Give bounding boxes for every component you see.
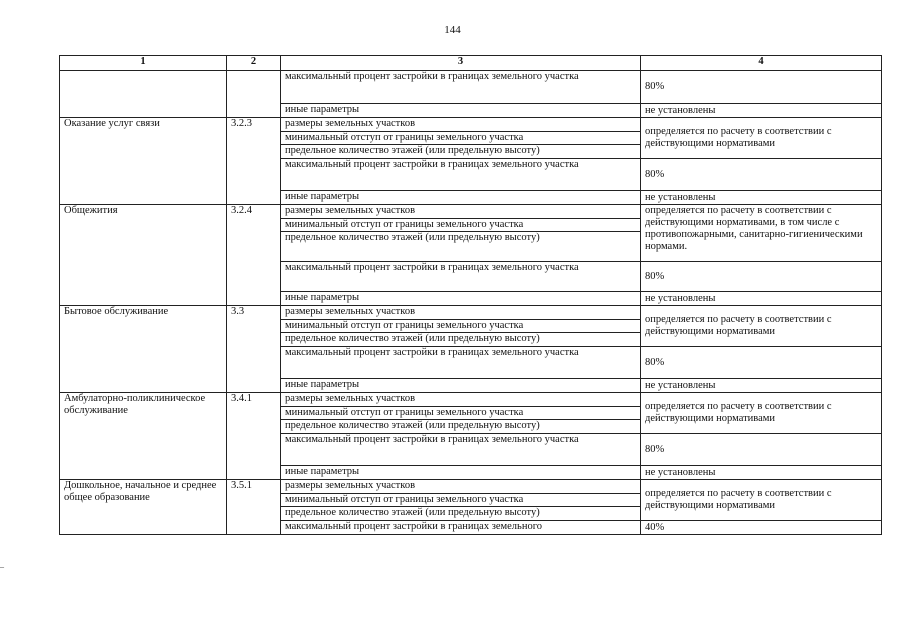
use-code-cell: 3.4.1 — [227, 393, 281, 480]
parameter-cell: максимальный процент застройки в границах земельного участка — [281, 71, 641, 104]
table-row — [60, 480, 882, 494]
parameter-cell: максимальный процент застройки в границах земельного участка — [281, 347, 641, 379]
parameter-cell: максимальный процент застройки в границах земельного — [281, 521, 641, 535]
use-code-cell: 3.3 — [227, 306, 281, 393]
value-cell: не установлены — [641, 379, 882, 393]
table-row — [60, 71, 882, 104]
parameter-cell: предельное количество этажей (или предельную высоту) — [281, 420, 641, 434]
parameter-cell: иные параметры — [281, 379, 641, 393]
value-cell: 80% — [641, 434, 882, 466]
value-cell: определяется по расчету в соответствии с действующими нормативами — [641, 480, 882, 521]
table-header-row — [60, 56, 882, 71]
parameter-cell: иные параметры — [281, 104, 641, 118]
use-name-cell: Дошкольное, начальное и среднее общее образование — [60, 480, 227, 535]
value-cell: 80% — [641, 347, 882, 379]
value-cell: 80% — [641, 71, 882, 104]
value-cell: 80% — [641, 262, 882, 292]
use-name-cell: Бытовое обслуживание — [60, 306, 227, 393]
parameter-cell: размеры земельных участков — [281, 480, 641, 494]
value-cell: определяется по расчету в соответствии с действующими нормативами — [641, 306, 882, 347]
column-header: 3 — [281, 56, 641, 71]
parameter-cell: иные параметры — [281, 191, 641, 205]
parameter-cell: размеры земельных участков — [281, 306, 641, 320]
parameter-cell: минимальный отступ от границы земельного участка — [281, 132, 641, 145]
parameter-cell: предельное количество этажей (или предельную высоту) — [281, 333, 641, 347]
table-row — [60, 205, 882, 219]
use-name-cell: Общежития — [60, 205, 227, 306]
table-row — [60, 306, 882, 320]
parameter-cell: размеры земельных участков — [281, 118, 641, 132]
use-code-cell: 3.2.4 — [227, 205, 281, 306]
parameter-cell: максимальный процент застройки в границах земельного участка — [281, 434, 641, 466]
value-cell: не установлены — [641, 466, 882, 480]
parameter-cell: размеры земельных участков — [281, 393, 641, 407]
table-row — [60, 393, 882, 407]
value-cell: не установлены — [641, 191, 882, 205]
use-name-cell: Оказание услуг связи — [60, 118, 227, 205]
parameter-cell: предельное количество этажей (или предельную высоту) — [281, 145, 641, 159]
column-header: 1 — [60, 56, 227, 71]
parameter-cell: минимальный отступ от границы земельного участка — [281, 219, 641, 232]
parameter-cell: минимальный отступ от границы земельного участка — [281, 320, 641, 333]
land-use-table — [59, 55, 882, 535]
parameter-cell: иные параметры — [281, 292, 641, 306]
parameter-cell: предельное количество этажей (или предельную высоту) — [281, 507, 641, 521]
value-cell: определяется по расчету в соответствии с действующими нормативами — [641, 393, 882, 434]
parameter-cell: минимальный отступ от границы земельного участка — [281, 407, 641, 420]
column-header: 4 — [641, 56, 882, 71]
value-cell: 40% — [641, 521, 882, 535]
use-code-cell: 3.2.3 — [227, 118, 281, 205]
value-cell: не установлены — [641, 292, 882, 306]
value-cell: 80% — [641, 159, 882, 191]
parameter-cell: предельное количество этажей (или предельную высоту) — [281, 232, 641, 262]
value-cell: не установлены — [641, 104, 882, 118]
table-row — [60, 118, 882, 132]
parameter-cell: размеры земельных участков — [281, 205, 641, 219]
value-cell: определяется по расчету в соответствии с действующими нормативами, в том числе с противопожарными, санитарно-гигиеническими нормами. — [641, 205, 882, 262]
parameter-cell: максимальный процент застройки в границах земельного участка — [281, 262, 641, 292]
page-number: 144 — [444, 24, 461, 36]
margin-mark: ¯ — [0, 567, 4, 576]
parameter-cell: минимальный отступ от границы земельного участка — [281, 494, 641, 507]
use-code-cell: 3.5.1 — [227, 480, 281, 535]
column-header: 2 — [227, 56, 281, 71]
use-name-cell — [60, 71, 227, 118]
use-name-cell: Амбулаторно-поликлиническое обслуживание — [60, 393, 227, 480]
value-cell: определяется по расчету в соответствии с действующими нормативами — [641, 118, 882, 159]
parameter-cell: иные параметры — [281, 466, 641, 480]
use-code-cell — [227, 71, 281, 118]
parameter-cell: максимальный процент застройки в границах земельного участка — [281, 159, 641, 191]
